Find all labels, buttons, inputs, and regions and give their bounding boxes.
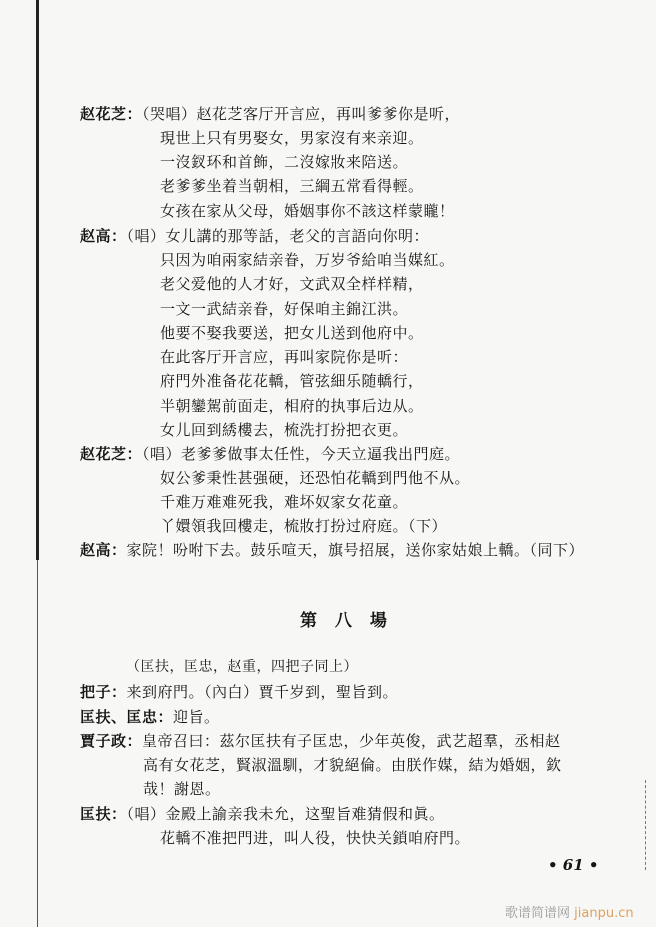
line-text: 家院！吩咐下去。鼓乐喧天，旗号招展，送你家姑娘上轎。（同下） <box>126 541 585 559</box>
scan-edge <box>36 0 39 560</box>
stage-direction: （匡扶，匡忠，赵重，四把子同上） <box>126 659 358 675</box>
watermark <box>505 902 634 921</box>
speaker: 赵高： <box>80 541 127 559</box>
dialogue-line: 一沒釵环和首飾，二沒嫁妝来陪送。 <box>160 153 409 171</box>
dialogue-line: 老父爱他的人才好，文武双全样样精， <box>160 275 424 293</box>
speaker: 赵花芝： <box>80 105 143 123</box>
dialogue-line <box>80 444 460 464</box>
dialogue-line: 高有女花芝，賢淑溫馴，才貌絕倫。由朕作媒，結为婚姻，欽 <box>143 756 562 774</box>
page-number: • 61 • <box>548 856 599 874</box>
dialogue-line <box>80 707 220 727</box>
dialogue-line: 一文一武結亲眷，好保咱主錦江洪。 <box>160 300 409 318</box>
dialogue-line: 花轎不准把門进，叫人役，快快关鎖咱府門。 <box>160 829 471 847</box>
dialogue-line <box>80 731 561 751</box>
speaker: 赵高： <box>80 227 127 245</box>
dialogue-line: 女儿回到綉樓去，梳洗打扮把衣更。 <box>160 421 409 439</box>
dialogue-line: 丫嬛領我回樓走，梳妝打扮过府庭。（下） <box>160 517 448 535</box>
dialogue-line: 哉！謝恩。 <box>143 780 221 798</box>
scan-edge-right <box>645 780 647 870</box>
dialogue-line <box>80 540 584 560</box>
line-text: （哭唱）赵花芝客厅开言应，再叫爹爹你是听， <box>142 105 461 123</box>
dialogue-line <box>80 226 429 246</box>
dialogue-line: 府門外准备花花轎，管弦細乐随轎行， <box>160 372 424 390</box>
line-text: 迎旨。 <box>173 708 220 726</box>
dialogue-line: 女孩在家从父母，婚姻事你不該这样蒙矓！ <box>160 202 455 220</box>
speaker: 赵花芝： <box>80 445 143 463</box>
dialogue-line <box>80 104 460 124</box>
line-text: （唱）女儿講的那等話，老父的言語向你明： <box>126 227 430 245</box>
speaker: 匡扶、匡忠： <box>80 708 174 726</box>
dialogue-line <box>80 804 445 824</box>
scene-heading: 第 八 場 <box>300 611 393 631</box>
line-text: （唱）老爹爹做事太任性，今天立逼我出門庭。 <box>142 445 461 463</box>
dialogue-line: 現世上只有男娶女，男家沒有来亲迎。 <box>160 129 424 147</box>
dialogue-line: 千难万难难死我，难坏奴家女花童。 <box>160 493 409 511</box>
speaker: 賈子政： <box>80 732 143 750</box>
dialogue-line: 在此客厅开言应，再叫家院你是听： <box>160 348 409 366</box>
scan-edge-lower <box>37 560 38 927</box>
line-text: 皇帝召曰：茲尔匡扶有子匡忠，少年英俊，武艺超羣，丞相赵 <box>142 732 561 750</box>
line-text: （唱）金殿上諭亲我未允，这聖旨难猜假和眞。 <box>126 805 445 823</box>
dialogue-line: 奴公爹秉性甚强硬，还恐怕花轎到門他不从。 <box>160 469 471 487</box>
dialogue-line <box>80 682 398 702</box>
speaker: 匡扶： <box>80 805 127 823</box>
watermark-cn: 歌谱简谱网 <box>505 906 571 921</box>
watermark-en: jianpu.cn <box>574 906 634 921</box>
dialogue-line: 半朝鑾駕前面走，相府的执事后边从。 <box>160 397 424 415</box>
dialogue-line: 只因为咱兩家結亲眷，万岁爷給咱当媒紅。 <box>160 251 455 269</box>
dialogue-line: 他要不娶我要送，把女儿送到他府中。 <box>160 324 424 342</box>
dialogue-line: 老爹爹坐着当朝相，三綱五常看得輕。 <box>160 177 424 195</box>
line-text: 来到府門。（內白）賈千岁到，聖旨到。 <box>126 683 399 701</box>
speaker: 把子： <box>80 683 127 701</box>
